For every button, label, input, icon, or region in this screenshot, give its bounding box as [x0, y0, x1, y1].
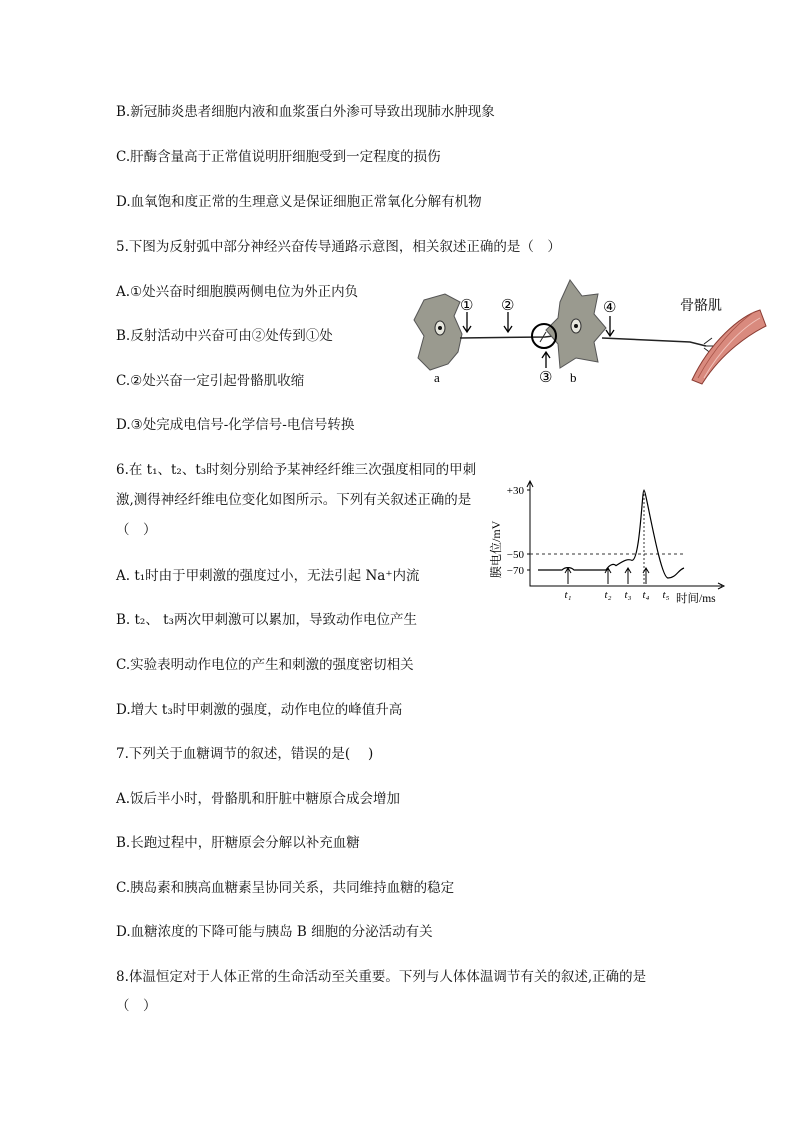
q5-option-b: B.反射活动中兴奋可由②处传到①处	[116, 328, 333, 344]
q7-option-c: C.胰岛素和胰高血糖素呈协同关系，共同维持血糖的稳定	[116, 880, 455, 896]
y-axis-label: 膜电位/mV	[489, 520, 503, 578]
q7-option-d: D.血糖浓度的下降可能与胰岛 B 细胞的分泌活动有关	[116, 924, 433, 940]
motor-axon-line	[602, 338, 706, 346]
stimulus-arrow	[625, 568, 631, 584]
reflex-arc-figure	[410, 272, 770, 390]
x-tick-label: t₂	[604, 589, 612, 601]
membrane-potential-chart	[478, 474, 734, 608]
q5-option-c: C.②处兴奋一定引起骨骼肌收缩	[116, 373, 305, 389]
mark-2: ②	[501, 298, 515, 314]
q6-stem-line3: （ ）	[116, 522, 157, 538]
q7-option-b: B.长跑过程中，肝糖原会分解以补充血糖	[116, 835, 360, 851]
x-tick-label: t₅	[662, 589, 670, 601]
y-tick-label: −50	[506, 549, 524, 561]
x-axis-label: 时间/ms	[676, 593, 716, 605]
cell-a-label: a	[434, 370, 440, 385]
q8-paren: （ ）	[116, 998, 157, 1014]
membrane-potential-trace	[538, 490, 684, 578]
x-tick-label: t₁	[564, 589, 572, 601]
q6-option-d: D.增大 t₃时甲刺激的强度，动作电位的峰值升高	[116, 702, 403, 718]
arrow-2	[504, 312, 512, 332]
arrow-1	[463, 312, 471, 332]
y-tick-label: −70	[506, 565, 524, 577]
q4-option-b: B.新冠肺炎患者细胞内液和血浆蛋白外渗可导致出现肺水肿现象	[116, 104, 495, 120]
x-tick-label: t₄	[642, 589, 650, 601]
q6-option-c: C.实验表明动作电位的产生和刺激的强度密切相关	[116, 657, 414, 673]
q5-option-a: A.①处兴奋时细胞膜两侧电位为外正内负	[116, 284, 359, 300]
q7-option-a: A.饭后半小时，骨骼肌和肝脏中糖原合成会增加	[116, 791, 401, 807]
cell-b-label: b	[570, 370, 577, 385]
muscle-label: 骨骼肌	[680, 299, 722, 314]
q6-stem-line1: 6.在 t₁、t₂、t₃时刻分别给予某神经纤维三次强度相同的甲刺	[116, 462, 477, 478]
q8-stem: 8.体温恒定对于人体正常的生命活动至关重要。下列与人体体温调节有关的叙述,正确的是	[116, 969, 647, 985]
q6-option-b: B. t₂、 t₃两次甲刺激可以累加，导致动作电位产生	[116, 612, 417, 628]
mark-1: ①	[460, 298, 474, 314]
arrow-3	[542, 352, 550, 368]
q4-option-c: C.肝酶含量高于正常值说明肝细胞受到一定程度的损伤	[116, 149, 441, 165]
q6-stem-line2: 激,测得神经纤维电位变化如图所示。下列有关叙述正确的是	[116, 492, 472, 508]
q5-stem: 5.下图为反射弧中部分神经兴奋传导通路示意图，相关叙述正确的是（ ）	[116, 239, 561, 255]
q7-stem: 7.下列关于血糖调节的叙述，错误的是( )	[116, 746, 374, 762]
q5-option-d: D.③处完成电信号-化学信号-电信号转换	[116, 417, 355, 433]
y-tick-label: +30	[506, 485, 524, 497]
q6-option-a: A. t₁时由于甲刺激的强度过小，无法引起 Na⁺内流	[116, 568, 420, 584]
stimulus-arrow	[565, 568, 571, 584]
arrow-4	[606, 316, 614, 336]
x-tick-label: t₃	[624, 589, 632, 601]
mark-3: ③	[539, 370, 553, 386]
q4-option-d: D.血氧饱和度正常的生理意义是保证细胞正常氧化分解有机物	[116, 194, 482, 210]
mark-4: ④	[603, 300, 617, 316]
